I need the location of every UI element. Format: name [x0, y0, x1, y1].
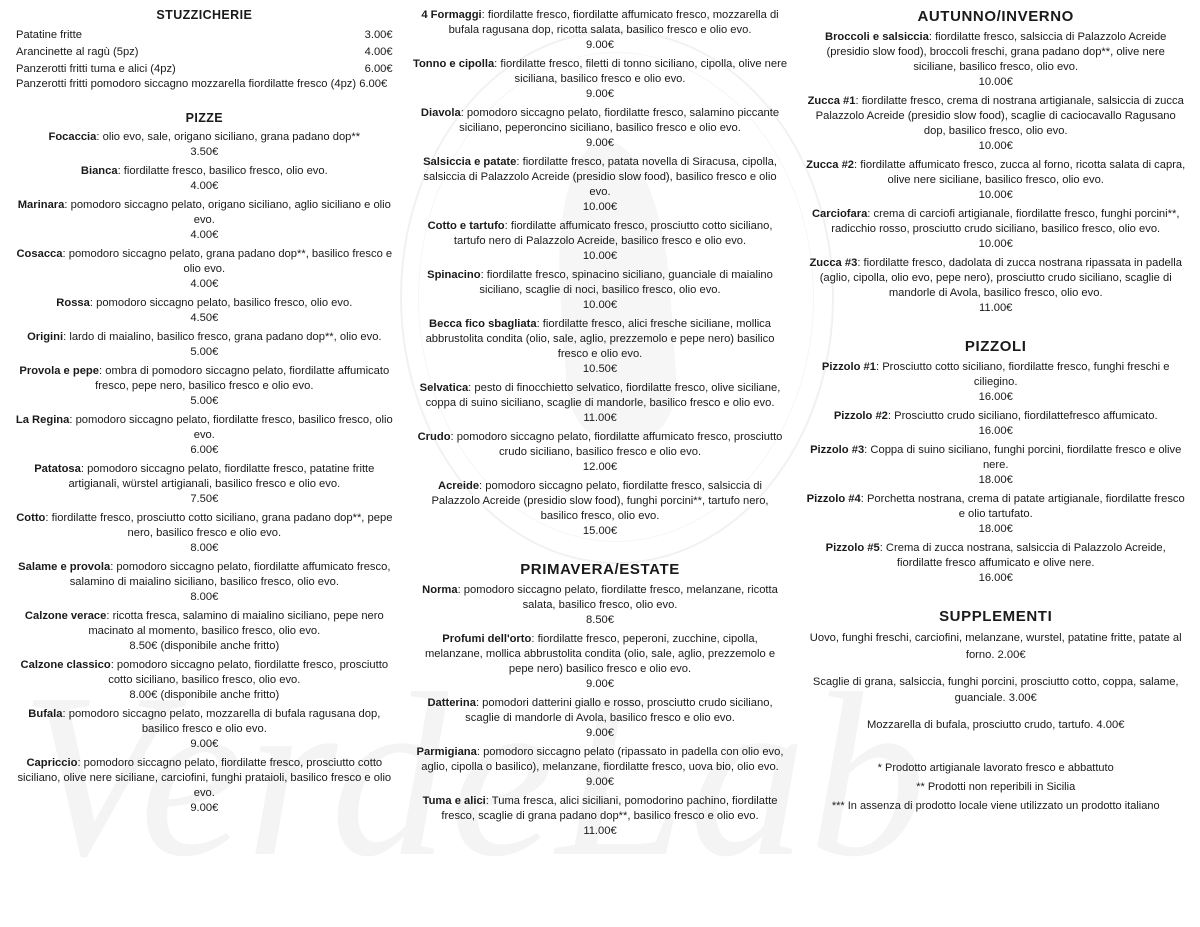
item-name: Marinara — [17, 199, 65, 212]
menu-item — [805, 94, 1186, 154]
item-label: Panzerotti fritti tuma e alici (4pz) — [16, 62, 176, 75]
menu-item — [413, 106, 788, 151]
column-left — [14, 8, 405, 921]
menu-item — [805, 492, 1186, 537]
supplement-note: Mozzarella di bufala, prosciutto crudo, tartufo. 4.00€ — [866, 719, 1125, 732]
item-name: 4 Formaggi — [421, 9, 482, 21]
item-price: 3.50€ — [190, 146, 219, 159]
section-pizze — [14, 111, 395, 816]
item-desc: : ombra di pomodoro siccagno pelato, fiordilatte affumicato fresco, pepe nero, basilico fresco e olio evo. — [95, 365, 390, 393]
item-price: 7.50€ — [190, 493, 219, 506]
menu-item — [805, 443, 1186, 488]
item-desc: : pomodori datterini giallo e rosso, prosciutto crudo siciliano, scaglie di mandorle di Avola, basilico fresco e olio evo. — [465, 697, 773, 724]
menu-item — [14, 560, 395, 605]
item-name: Pizzolo #1 — [821, 361, 876, 373]
item-desc: : pomodoro siccagno pelato, fiordilatte fresco, melanzane, ricotta salata, basilico fresco, olio evo. — [457, 584, 778, 611]
menu-item — [14, 462, 395, 507]
item-desc: : pesto di finocchietto selvatico, fiordilatte fresco, olive siciliane, coppa di suino siciliano, scaglie di mandorle, basilico fresco e olio evo. — [425, 382, 781, 409]
item-desc: : fiordilatte fresco, dadolata di zucca nostrana ripassata in padella (aglio, cipolla, olio evo, pepe nero), prosciutto crudo siciliano, scaglie di mandorle di Avola, basilico fresco, olio evo. — [819, 257, 1182, 299]
item-price: 6.00€ — [364, 62, 393, 75]
item-price: 8.00€ — [190, 591, 219, 604]
item-name: Carciofara — [811, 208, 868, 220]
item-name: Pizzolo #5 — [825, 542, 880, 554]
footnote: ** Prodotti non reperibili in Sicilia — [916, 781, 1076, 794]
supplement-note: Uovo, funghi freschi, carciofini, melanzane, wurstel, patatine fritte, patate al forno. 2.00€ — [809, 632, 1182, 661]
section-stuzzicherie — [14, 8, 395, 93]
item-desc: : olio evo, sale, origano siciliano, grana padano dop** — [96, 131, 361, 144]
item-desc: : lardo di maialino, basilico fresco, grana padano dop**, olio evo. — [63, 331, 382, 344]
item-price: 10.00€ — [978, 189, 1013, 201]
item-name: Bianca — [80, 165, 118, 178]
section-pizze-continued — [413, 8, 788, 539]
item-name: Cotto e tartufo — [427, 220, 505, 232]
item-desc: : Crema di zucca nostrana, salsiccia di Palazzolo Acreide, fiordilatte fresco affumicato e olive nere. — [879, 542, 1166, 569]
item-name: Crudo — [417, 431, 451, 443]
item-desc: : pomodoro siccagno pelato, basilico fresco, olio evo. — [89, 297, 353, 310]
item-price: 16.00€ — [978, 572, 1013, 584]
item-name: Diavola — [420, 107, 461, 119]
menu-item — [14, 130, 395, 160]
menu-item — [413, 57, 788, 102]
menu-item — [805, 256, 1186, 316]
menu-row — [14, 27, 395, 44]
item-desc: : fiordilatte fresco, salsiccia di Palazzolo Acreide (presidio slow food), broccoli freschi, grana padano dop**, olive nere siciliane, basilico fresco, olio evo. — [826, 31, 1167, 73]
section-title-stuzzicherie: STUZZICHERIE — [156, 8, 253, 22]
item-name: Patatosa — [34, 463, 81, 476]
section-title-autunno-inverno: AUTUNNO/INVERNO — [917, 8, 1074, 25]
item-price: 9.00€ — [586, 678, 614, 690]
item-price: 10.00€ — [582, 299, 618, 311]
item-desc: : fiordilatte fresco, fiordilatte affumicato fresco, mozzarella di bufala ragusana dop, ricotta salata, basilico fresco e olio evo. — [448, 9, 779, 36]
menu-item — [14, 198, 395, 243]
menu-row — [14, 44, 395, 61]
item-name: Norma — [422, 584, 458, 596]
item-desc: : fiordilatte fresco, patata novella di Siracusa, cipolla, salsiccia di Palazzolo Acreide (presidio slow food), basilico fresco e olio evo. — [423, 156, 777, 198]
menu-item — [805, 158, 1186, 203]
menu-item — [14, 756, 395, 816]
item-desc: : pomodoro siccagno pelato, fiordilatte affumicato fresco, salamino di maialino siciliano, basilico fresco, olio evo. — [69, 561, 391, 589]
item-desc: : pomodoro siccagno pelato, fiordilatte fresco, basilico fresco, olio evo. — [69, 414, 393, 442]
menu-item — [14, 296, 395, 326]
item-desc: : Tuma fresca, alici siciliani, pomodorino pachino, fiordilatte fresco, scaglie di grana padano dop**, basilico fresco e olio evo. — [441, 795, 778, 822]
menu-item — [413, 632, 788, 692]
menu-item — [805, 360, 1186, 405]
item-desc: : fiordilatte affumicato fresco, zucca al forno, ricotta salata di capra, olive nere siciliane, basilico fresco, olio evo. — [854, 159, 1186, 186]
menu-row-wrapped: Panzerotti fritti pomodoro siccagno mozzarella fiordilatte fresco (4pz) 6.00€ — [16, 78, 388, 91]
menu-item — [14, 364, 395, 409]
section-title-primavera-estate: PRIMAVERA/ESTATE — [520, 561, 680, 578]
menu-item — [14, 707, 395, 752]
item-name: Zucca #2 — [806, 159, 855, 171]
item-desc: : fiordilatte affumicato fresco, prosciutto cotto siciliano, tartufo nero di Palazzolo Acreide, basilico fresco e olio evo. — [453, 220, 773, 247]
item-price: 4.00€ — [190, 229, 219, 242]
menu-item — [805, 30, 1186, 90]
footnote: * Prodotto artigianale lavorato fresco e abbattuto — [877, 761, 1114, 774]
item-name: Pizzolo #3 — [810, 444, 865, 456]
item-desc: : fiordilatte fresco, spinacino siciliano, guanciale di maialino siciliano, scaglie di noci, basilico fresco, olio evo. — [479, 269, 773, 296]
item-desc: : fiordilatte fresco, crema di nostrana artigianale, salsiccia di zucca Palazzolo Acreide (presidio slow food), scaglie di caciocavallo Ragusano dop, basilico fresco, olio evo. — [815, 95, 1184, 137]
item-price: 12.00€ — [582, 461, 618, 473]
item-name: Bufala — [28, 708, 63, 721]
item-name: Calzone classico — [20, 659, 111, 672]
menu-item — [413, 479, 788, 539]
item-price: 8.00€ — [190, 542, 219, 555]
item-name: Focaccia — [48, 131, 97, 144]
item-desc: : fiordilatte fresco, prosciutto cotto siciliano, grana padano dop**, pepe nero, basilico fresco e olio evo. — [45, 512, 393, 540]
item-desc: : pomodoro siccagno pelato, fiordilatte affumicato fresco, prosciutto crudo siciliano, basilico fresco e olio evo. — [450, 431, 783, 458]
section-title-supplementi: SUPPLEMENTI — [939, 608, 1053, 625]
item-name: Becca fico sbagliata — [429, 318, 537, 330]
item-name: Pizzolo #2 — [833, 410, 888, 422]
item-price: 5.00€ — [190, 346, 219, 359]
menu-item — [14, 247, 395, 292]
menu-item — [14, 330, 395, 360]
menu-item — [413, 8, 788, 53]
item-name: Cosacca — [16, 248, 63, 261]
item-name: Zucca #3 — [809, 257, 858, 269]
item-name: Pizzolo #4 — [806, 493, 861, 505]
supplement-note: Scaglie di grana, salsiccia, funghi porcini, prosciutto cotto, coppa, salame, guanciale. 3.00€ — [812, 675, 1179, 705]
item-name: Spinacino — [427, 269, 481, 281]
item-price: 10.00€ — [978, 238, 1013, 250]
item-desc: : pomodoro siccagno pelato, grana padano dop**, basilico fresco e olio evo. — [62, 248, 393, 276]
item-price: 16.00€ — [978, 425, 1013, 437]
item-desc: : Coppa di suino siciliano, funghi porcini, fiordilatte fresco e olive nere. — [864, 444, 1182, 471]
item-price: 18.00€ — [978, 523, 1013, 535]
column-right — [795, 8, 1186, 921]
item-price: 9.00€ — [190, 802, 219, 815]
item-price: 9.00€ — [586, 727, 614, 739]
item-desc: : fiordilatte fresco, alici fresche siciliane, mollica abbrustolita condita (olio, sale, aglio, prezzemolo e pepe nero) basilico fresco e olio evo. — [425, 318, 775, 360]
footnote: *** In assenza di prodotto locale viene utilizzato un prodotto italiano — [831, 800, 1160, 813]
item-name: Parmigiana — [416, 746, 477, 758]
item-name: Calzone verace — [24, 610, 107, 623]
item-desc: : crema di carciofi artigianale, fiordilatte fresco, funghi porcini**, radicchio rosso, prosciutto crudo siciliano, basilico fresco, olio evo. — [831, 208, 1180, 235]
footnotes — [805, 760, 1186, 815]
column-middle — [405, 8, 796, 921]
menu-item — [14, 413, 395, 458]
item-price: 5.00€ — [190, 395, 219, 408]
menu-item — [413, 381, 788, 426]
item-label: Patatine fritte — [16, 29, 82, 41]
item-price: 10.50€ — [582, 363, 618, 375]
item-price: 9.00€ — [586, 776, 614, 788]
menu-item — [14, 609, 395, 654]
item-desc: : fiordilatte fresco, basilico fresco, olio evo. — [117, 165, 328, 178]
item-price: 8.50€ (disponibile anche fritto) — [129, 640, 280, 653]
item-desc: : pomodoro siccagno pelato (ripassato in padella con olio evo, aglio, cipolla o basilico), melanzane, fiordilatte fresco, uova bio, olio evo. — [421, 746, 784, 773]
item-price: 11.00€ — [583, 412, 617, 424]
item-desc: : pomodoro siccagno pelato, fiordilatte fresco, prosciutto cotto siciliano, basilico fresco, olio evo. — [108, 659, 389, 687]
item-price: 4.00€ — [364, 45, 393, 58]
item-name: Cotto — [16, 512, 46, 525]
item-desc: : ricotta fresca, salamino di maialino siciliano, pepe nero macinato al momento, basilico fresco, olio evo. — [88, 610, 384, 638]
item-price: 4.00€ — [190, 278, 219, 291]
menu-item — [413, 155, 788, 215]
menu-item — [413, 219, 788, 264]
item-label: Arancinette al ragù (5pz) — [16, 45, 139, 58]
item-price: 16.00€ — [978, 391, 1013, 403]
item-desc: : pomodoro siccagno pelato, mozzarella di bufala ragusana dop, basilico fresco e olio evo. — [62, 708, 381, 736]
section-title-pizze: PIZZE — [185, 111, 224, 126]
item-price: 10.00€ — [978, 140, 1013, 152]
item-price: 9.00€ — [586, 39, 614, 51]
item-name: Broccoli e salsiccia — [825, 31, 929, 43]
item-desc: : Prosciutto crudo siciliano, fiordilattefresco affumicato. — [887, 410, 1158, 422]
item-name: Provola e pepe — [19, 365, 99, 378]
item-desc: : pomodoro siccagno pelato, fiordilatte fresco, patatine fritte artigianali, würstel artigianali, basilico fresco e olio evo. — [68, 463, 375, 491]
item-desc: : Porchetta nostrana, crema di patate artigianale, fiordilatte fresco e olio tartufato. — [860, 493, 1185, 520]
item-price: 9.00€ — [586, 137, 614, 149]
section-pizzoli — [805, 338, 1186, 586]
menu-item — [413, 268, 788, 313]
menu-item — [14, 658, 395, 703]
item-price: 6.00€ — [190, 444, 219, 457]
item-name: Profumi dell'orto — [442, 633, 532, 645]
item-name: Salame e provola — [18, 561, 111, 574]
item-price: 9.00€ — [586, 88, 614, 100]
menu-item — [413, 696, 788, 741]
menu-item — [14, 511, 395, 556]
item-name: Tonno e cipolla — [412, 58, 495, 70]
item-price: 10.00€ — [582, 250, 618, 262]
menu-row — [14, 61, 395, 78]
item-name: Selvatica — [419, 382, 469, 394]
menu-item — [805, 207, 1186, 252]
item-desc: : pomodoro siccagno pelato, fiordilatte fresco, salamino piccante siciliano, peperoncino siciliano, basilico fresco e olio evo. — [459, 107, 780, 134]
item-price: 11.00€ — [979, 302, 1013, 314]
item-price: 8.50€ — [586, 614, 614, 626]
section-supplementi — [805, 608, 1186, 734]
item-desc: : fiordilatte fresco, peperoni, zucchine, cipolla, melanzane, mollica abbrustolita condita (olio, sale, aglio, prezzemolo e pepe nero) basilico fresco e olio evo. — [424, 633, 776, 675]
item-price: 10.00€ — [978, 76, 1013, 88]
item-price: 4.00€ — [190, 180, 219, 193]
item-name: Datterina — [427, 697, 476, 709]
item-name: Tuma e alici — [422, 795, 486, 807]
item-price: 4.50€ — [190, 312, 219, 325]
section-autunno-inverno — [805, 8, 1186, 316]
item-desc: : pomodoro siccagno pelato, origano siciliano, aglio siciliano e olio evo. — [64, 199, 391, 227]
item-name: Capriccio — [26, 757, 78, 770]
item-name: La Regina — [15, 414, 70, 427]
item-name: Origini — [27, 331, 64, 344]
menu-item — [413, 430, 788, 475]
menu-item — [413, 745, 788, 790]
item-price: 3.00€ — [364, 29, 393, 41]
menu-item — [805, 541, 1186, 586]
item-desc: : Prosciutto cotto siciliano, fiordilatte fresco, funghi freschi e ciliegino. — [876, 361, 1170, 388]
item-desc: : pomodoro siccagno pelato, fiordilatte fresco, prosciutto cotto siciliano, olive nere siciliane, carciofini, funghi prataioli, basilico fresco e olio evo. — [17, 757, 392, 800]
menu-item — [413, 583, 788, 628]
item-price: 10.00€ — [582, 201, 618, 213]
item-price: 15.00€ — [582, 525, 618, 537]
item-price: 8.00€ (disponibile anche fritto) — [129, 689, 280, 702]
section-title-pizzoli: PIZZOLI — [964, 338, 1027, 355]
item-name: Zucca #1 — [807, 95, 856, 107]
item-desc: : fiordilatte fresco, filetti di tonno siciliano, cipolla, olive nere siciliana, basilico fresco e olio evo. — [494, 58, 788, 85]
item-price: 11.00€ — [583, 825, 617, 837]
menu-item — [413, 794, 788, 839]
item-desc: : pomodoro siccagno pelato, fiordilatte fresco, salsiccia di Palazzolo Acreide (presidio slow food), funghi porcini**, tartufo nero, basilico fresco, olio evo. — [431, 480, 769, 522]
menu-item — [805, 409, 1186, 439]
item-name: Rossa — [56, 297, 90, 310]
menu-item — [413, 317, 788, 377]
section-primavera-estate — [413, 561, 788, 839]
item-name: Salsiccia e patate — [423, 156, 517, 168]
menu-item — [14, 164, 395, 194]
item-price: 9.00€ — [190, 738, 219, 751]
item-price: 18.00€ — [978, 474, 1013, 486]
item-name: Acreide — [438, 480, 480, 492]
